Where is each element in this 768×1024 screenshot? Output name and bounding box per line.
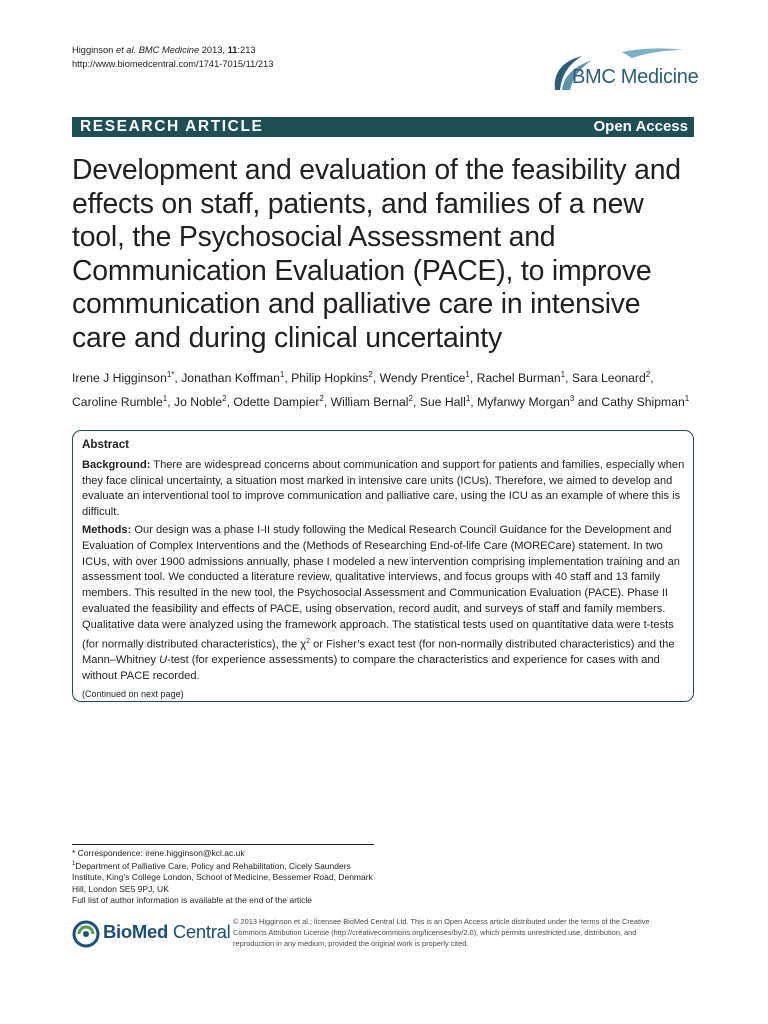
author-name: Wendy Prentice — [379, 371, 466, 386]
author-affiliation: 1 — [465, 370, 470, 379]
author-name: Caroline Rumble — [72, 394, 163, 409]
author-affiliation: 2 — [222, 393, 227, 403]
author-affiliation: 2 — [408, 393, 413, 403]
author-affiliation: 3 — [569, 393, 575, 403]
author-affiliation: 2 — [645, 370, 651, 379]
journal-logo-text: BMC Medicine — [572, 66, 699, 88]
article-url[interactable]: http://www.biomedcentral.com/1741-7015/11/213 — [72, 59, 274, 69]
affiliation-1: $^1$Department of Palliative Care, Policy and Rehabilitation, Cicely Saunders Institute, King’s College London, School of Medicine, Bessemer Road, Denmark Hill, London SE5 9PJ, UK — [72, 861, 373, 894]
author-name: Jo Noble — [174, 394, 223, 409]
author-affiliation: 1 — [162, 393, 168, 403]
author-affiliation: 1 — [560, 370, 566, 379]
article-title: Development and evaluation of the feasibility and effects on staff, patients, and families of a new tool, the Psychosocial Assessment and Communication Evaluation (PACE), to improve communication and palliative care in intensive care and during clinical uncertainty — [72, 154, 681, 354]
author-affiliation: 1* — [166, 370, 175, 379]
author-name: Rachel Burman — [476, 371, 561, 386]
abstract-methods: Methods: Our design was a phase I-II study following the Medical Research Council Guidance for the Development and Evaluation of Complex Interventions and the (Methods of Researching End-of-life Care (MORECare) statement. In two ICUs, with over 1900 admissions annually, phase I modeled a new intervention comprising implementation training and an assessment tool. We conducted a literature review, qualitative interviews, and focus groups with 40 staff and 13 family members. This resulted in the new tool, the Psychosocial Assessment and Communication Evaluation (PACE). Phase II evaluated the feasibility and effects of PACE, using observation, record audit, and surveys of staff and family members. Qualitative data were analyzed using the framework approach. The statistical tests used on quantitative data were t-tests (for normally distributed characteristics), the $\chi^2$ or Fisher’s exact test (for non-normally distributed characteristics) and the Mann–Whitney U-test (for experience assessments) to compare the characteristics and experience for cases with and without PACE recorded. — [82, 523, 680, 682]
author-affiliation: 2 — [319, 393, 324, 403]
publisher-name: BioMed Central — [103, 921, 231, 942]
author-name: Philip Hopkins — [291, 371, 369, 386]
author-name: Sara Leonard — [571, 371, 646, 386]
author-affiliation: 2 — [368, 370, 373, 379]
author-list: Irene J Higginson$^{1*}$, Jonathan Koffman$^1$, Philip Hopkins$^2$, Wendy Prentice$^1$, Rachel Burman$^1$, Sara Leonard$^2$, Caroline Rumble$^1$, Jo Noble$^2$, Odette Dampier$^2$, William Bernal$^2$, Sue Hall$^1$, Myfanwy Morgan$^3$ and Cathy Shipman$^1$ — [72, 370, 690, 409]
correspondence: * Correspondence: irene.higginson@kcl.ac.uk — [72, 848, 245, 858]
citation-header — [72, 43, 273, 71]
abstract-background: Background: There are widespread concerns about communication and support for patients and families, especially when they face clinical uncertainty, a situation most marked in intensive care units (ICUs). Therefore, we aimed to develop and evaluate an interventional tool to improve communication and palliative care, using the ICU as an example of where this is difficult. — [82, 458, 685, 519]
article-type: RESEARCH ARTICLE — [80, 118, 264, 135]
author-name: Sue Hall — [419, 394, 466, 409]
abstract-box — [72, 430, 694, 702]
full-list-note: Full list of author information is available at the end of the article — [72, 895, 313, 906]
open-access-label: Open Access — [593, 118, 688, 135]
author-affiliation: 1 — [684, 393, 690, 403]
author-affiliation: 1 — [465, 393, 471, 403]
copyright-notice: © 2013 Higginson et al.; licensee BioMed Central Ltd. This is an Open Access article distributed under the terms of the Creative Commons Attribution License (http://creativecommons.org/licenses/by/2.0), which permits unrestricted use, distribution, and reproduction in any medium, provided the original work is properly cited. — [233, 917, 650, 949]
author-name: Jonathan Koffman — [181, 371, 280, 386]
bmc-medicine-logo — [552, 44, 699, 94]
article-banner — [72, 117, 694, 137]
citation-line: Higginson et al. BMC Medicine 2013, 11:213 — [72, 45, 256, 55]
author-name: William Bernal — [330, 394, 409, 409]
continued-note: (Continued on next page) — [82, 688, 184, 699]
author-name: Odette Dampier — [233, 394, 320, 409]
author-affiliation: 1 — [279, 370, 285, 379]
abstract-heading: Abstract — [82, 438, 130, 451]
biomed-central-logo — [72, 917, 231, 949]
author-name: Irene J Higginson — [72, 371, 167, 386]
footnote-divider — [72, 844, 374, 845]
footnotes — [72, 848, 382, 906]
author-name: Cathy Shipman — [601, 394, 685, 409]
biomed-swirl-icon — [72, 919, 102, 949]
author-name: Myfanwy Morgan — [477, 394, 570, 409]
